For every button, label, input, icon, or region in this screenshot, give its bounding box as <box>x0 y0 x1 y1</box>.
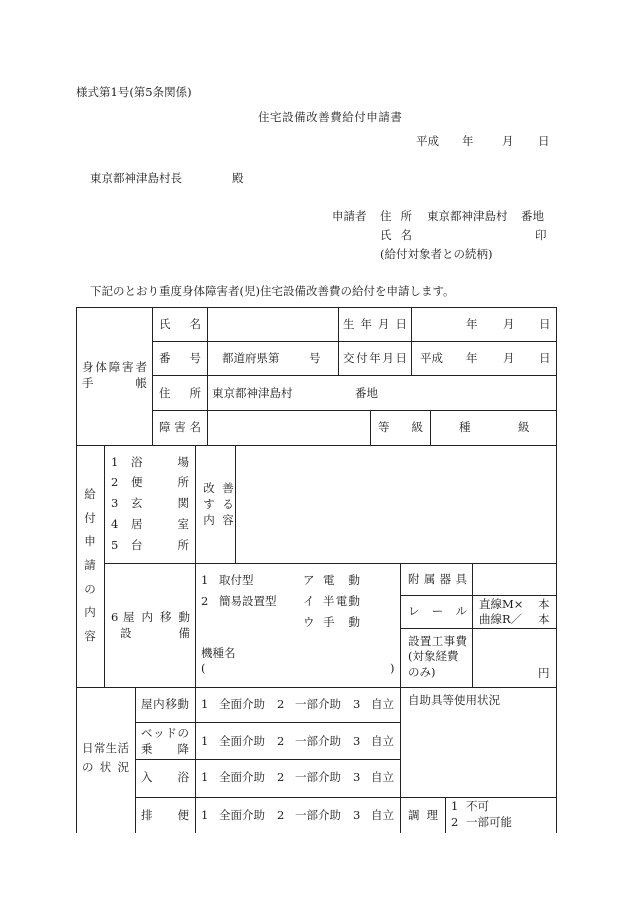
assist-option-label: 全面介助 <box>219 770 265 784</box>
glyph: 設 <box>408 634 420 648</box>
glyph: 器 <box>439 572 452 586</box>
glyph: 申 <box>84 534 96 549</box>
room-name <box>131 455 189 469</box>
assist-option-label: 自立 <box>371 734 394 748</box>
issue-month-label: 月 <box>503 351 515 365</box>
glyph: 事 <box>443 634 456 648</box>
glyph: 障 <box>159 420 171 434</box>
grade-label <box>378 420 423 434</box>
glyph: 生 <box>343 317 355 331</box>
glyph: 関 <box>177 496 189 510</box>
assist-option-number: 1 <box>201 734 209 748</box>
glyph: 名 <box>400 228 412 242</box>
glyph: 年 <box>369 351 381 365</box>
glyph: 動 <box>348 594 360 608</box>
glyph: の <box>82 760 94 774</box>
glyph: 号 <box>189 351 201 365</box>
form-number: 様式第1号(第5条関係) <box>76 85 192 99</box>
glyph: 動 <box>348 615 360 629</box>
glyph: 費 <box>455 634 467 648</box>
intro-text: 下記のとおり重度身体障害者(児)住宅設備改善費の給付を申請します。 <box>90 284 455 298</box>
glyph: 内 <box>141 610 153 624</box>
cooking-label <box>408 808 438 822</box>
drive-type-name <box>323 594 360 608</box>
glyph: 内 <box>84 605 96 620</box>
glyph: 浴 <box>177 770 189 784</box>
birth-day-label: 日 <box>539 317 551 331</box>
glyph: 状 <box>99 760 112 774</box>
glyph: 住 <box>380 209 392 223</box>
glyph: 活 <box>117 741 129 755</box>
room-number: 2 <box>111 475 119 489</box>
activity-label <box>141 697 189 711</box>
model-open-paren: ( <box>201 661 206 675</box>
room-name <box>131 496 189 510</box>
room-number: 5 <box>111 538 119 552</box>
glyph: 名 <box>189 420 201 434</box>
activity-label <box>141 726 189 740</box>
glyph: 電 <box>323 573 335 587</box>
assist-option-number: 2 <box>277 770 285 784</box>
aids-usage-label: 自助具等使用状況 <box>408 693 500 707</box>
glyph: ル <box>455 604 467 618</box>
glyph: 年 <box>360 317 372 331</box>
cooking-option-label: 不可 <box>466 799 489 813</box>
glyph: 害 <box>122 360 134 374</box>
glyph: 月 <box>382 351 394 365</box>
rail-label <box>408 604 467 618</box>
assist-option-label: 一部介助 <box>295 697 341 711</box>
glyph: 級 <box>411 420 423 434</box>
glyph: 給 <box>342 110 354 124</box>
activity-label <box>141 808 189 822</box>
glyph: 排 <box>141 808 153 822</box>
glyph: 日 <box>395 351 407 365</box>
glyph: 附 <box>408 572 420 586</box>
glyph: 手 <box>82 376 94 390</box>
glyph: 内 <box>153 697 165 711</box>
assist-option-label: 自立 <box>371 808 394 822</box>
glyph: 屋 <box>123 610 135 624</box>
glyph: 体 <box>95 360 107 374</box>
glyph: 屋 <box>141 697 153 711</box>
improvement-label <box>203 481 234 527</box>
drive-type-mark: ア <box>303 573 315 587</box>
glyph: 番 <box>159 351 171 365</box>
glyph: ド <box>165 726 177 740</box>
assist-option-number: 3 <box>353 734 361 748</box>
glyph: 移 <box>160 610 172 624</box>
glyph: 所 <box>189 386 201 400</box>
glyph: 所 <box>177 538 189 552</box>
glyph: ッ <box>153 726 165 740</box>
room-number: 1 <box>111 455 119 469</box>
glyph: レ <box>408 604 420 618</box>
cost-unit: 円 <box>538 666 550 680</box>
glyph: 備 <box>178 626 190 640</box>
glyph: 等 <box>378 420 390 434</box>
glyph: 動 <box>348 573 360 587</box>
glyph: 属 <box>423 572 436 586</box>
glyph: 台 <box>131 538 143 552</box>
glyph: 容 <box>222 513 234 527</box>
cost-label-line1 <box>408 634 467 648</box>
glyph: 況 <box>117 760 129 774</box>
glyph: 住 <box>159 386 171 400</box>
cooking-option-number: 2 <box>451 815 459 829</box>
rail-unit: 本 <box>538 597 550 611</box>
date-month-label: 月 <box>502 134 514 148</box>
install-type-name: 簡易設置型 <box>219 594 277 608</box>
glyph: 居 <box>131 517 143 531</box>
glyph: 移 <box>165 697 177 711</box>
glyph: 氏 <box>159 317 171 331</box>
addressee-honorific: 殿 <box>232 171 244 185</box>
model-close-paren: ) <box>390 661 395 675</box>
assist-option-label: 全面介助 <box>219 734 265 748</box>
glyph: ー <box>431 604 444 618</box>
glyph: の <box>177 726 189 740</box>
rail-straight: 直線M× <box>479 597 524 611</box>
applicant-name-label <box>380 228 412 242</box>
applicant-address-label <box>380 209 412 223</box>
room-number: 3 <box>111 496 119 510</box>
glyph: 場 <box>177 455 189 469</box>
glyph: 備 <box>294 110 306 124</box>
glyph: 設 <box>282 110 294 124</box>
birth-date-label <box>343 317 407 331</box>
issue-date-label <box>343 351 407 365</box>
glyph: 請 <box>378 110 390 124</box>
glyph: 改 <box>306 110 318 124</box>
activity-label <box>141 770 189 784</box>
handbook-name-label <box>159 317 201 331</box>
glyph: 乗 <box>141 742 153 756</box>
glyph: 便 <box>131 475 143 489</box>
form-title <box>258 110 402 124</box>
drive-type-name <box>323 573 360 587</box>
daily-life-label-line2 <box>82 760 129 774</box>
assist-option-number: 2 <box>277 808 285 822</box>
assist-option-label: 一部介助 <box>295 808 341 822</box>
install-type-name: 取付型 <box>219 573 254 587</box>
assist-option-number: 3 <box>353 770 361 784</box>
glyph: 設 <box>120 626 132 640</box>
glyph: 善 <box>222 481 234 495</box>
issue-day-label: 日 <box>539 351 551 365</box>
room-name <box>131 517 189 531</box>
issue-era: 平成 <box>420 351 443 365</box>
glyph: 常 <box>93 741 106 755</box>
glyph: 氏 <box>380 228 392 242</box>
date-year-label: 年 <box>462 134 474 148</box>
glyph: 日 <box>82 741 94 755</box>
glyph: 半 <box>323 594 335 608</box>
date-era: 平成 <box>416 134 439 148</box>
glyph: 具 <box>455 572 467 586</box>
assist-option-number: 1 <box>201 808 209 822</box>
glyph: 所 <box>400 209 412 223</box>
accessories-label <box>408 572 467 586</box>
daily-life-label-line1 <box>82 741 129 755</box>
glyph: 月 <box>378 317 390 331</box>
glyph: 申 <box>366 110 378 124</box>
glyph: ベ <box>141 726 153 740</box>
issue-year-label: 年 <box>466 351 478 365</box>
disability-label <box>159 420 201 434</box>
glyph: 付 <box>84 510 96 525</box>
assist-option-number: 2 <box>277 734 285 748</box>
glyph: 入 <box>141 770 153 784</box>
birth-month-label: 月 <box>503 317 515 331</box>
glyph: 玄 <box>131 496 143 510</box>
glyph: る <box>222 497 234 511</box>
glyph: 便 <box>177 808 189 822</box>
applicant-address-value: 東京都神津島村 <box>427 209 508 223</box>
assist-option-label: 一部介助 <box>295 734 341 748</box>
room-number: 4 <box>111 517 119 531</box>
glyph: 障 <box>108 360 121 374</box>
equipment-label-line1 <box>123 610 190 624</box>
glyph: 身 <box>82 360 94 374</box>
applicant-label: 申請者 <box>332 209 367 223</box>
addressee-name: 東京都神津島村長 <box>90 171 182 185</box>
handbook-address-suffix: 番地 <box>355 386 378 400</box>
glyph: 降 <box>177 742 189 756</box>
handbook-number-label <box>159 351 201 365</box>
glyph: 置 <box>419 634 432 648</box>
install-type-number: 2 <box>201 594 209 608</box>
glyph: 付 <box>356 351 368 365</box>
drive-type-mark: ウ <box>303 615 315 629</box>
assist-option-number: 3 <box>353 808 361 822</box>
glyph: 宅 <box>270 110 282 124</box>
glyph: 書 <box>390 110 402 124</box>
glyph: 名 <box>189 317 201 331</box>
room-name <box>131 538 189 552</box>
glyph: 浴 <box>131 455 143 469</box>
glyph: 容 <box>84 628 96 643</box>
handbook-number-prefix: 都道府県第 <box>222 351 280 365</box>
relation-note: (給付対象者との続柄) <box>380 247 493 261</box>
handbook-address-value: 東京都神津島村 <box>212 386 293 400</box>
glyph: 動 <box>178 610 190 624</box>
glyph: 者 <box>135 360 147 374</box>
assist-option-number: 2 <box>277 697 285 711</box>
assist-option-label: 全面介助 <box>219 808 265 822</box>
glyph: 工 <box>431 634 444 648</box>
glyph: 調 <box>408 808 420 822</box>
application-section-label <box>84 487 96 643</box>
install-type-number: 1 <box>201 573 209 587</box>
assist-option-label: 一部介助 <box>295 770 341 784</box>
handbook-label-line1 <box>82 360 147 374</box>
glyph: 動 <box>177 697 189 711</box>
glyph: す <box>203 497 215 511</box>
room-name <box>131 475 189 489</box>
assist-option-number: 1 <box>201 770 209 784</box>
glyph: 請 <box>84 557 96 572</box>
assist-option-label: 自立 <box>371 770 394 784</box>
glyph: の <box>84 581 96 596</box>
glyph: 生 <box>105 741 118 755</box>
glyph: 付 <box>354 110 366 124</box>
glyph: 日 <box>395 317 407 331</box>
glyph: 手 <box>323 615 335 629</box>
glyph: 帳 <box>135 376 147 390</box>
glyph: 害 <box>174 420 186 434</box>
assist-option-number: 1 <box>201 697 209 711</box>
drive-type-name <box>323 615 360 629</box>
grade-kind: 種 <box>459 420 471 434</box>
glyph: 改 <box>203 481 215 495</box>
glyph: 交 <box>343 351 355 365</box>
seal-mark: 印 <box>535 228 547 242</box>
glyph: 電 <box>335 594 348 608</box>
applicant-address-suffix: 番地 <box>521 209 544 223</box>
assist-option-number: 3 <box>353 697 361 711</box>
assist-option-label: 自立 <box>371 697 394 711</box>
assist-option-label: 全面介助 <box>219 697 265 711</box>
glyph: 内 <box>203 513 215 527</box>
handbook-address-label <box>159 386 201 400</box>
handbook-label-line2 <box>82 376 147 390</box>
birth-year-label: 年 <box>466 317 478 331</box>
handbook-number-suffix: 号 <box>309 351 321 365</box>
glyph: 費 <box>330 110 342 124</box>
glyph: 給 <box>84 487 96 501</box>
glyph: 所 <box>177 475 189 489</box>
glyph: 理 <box>426 808 438 822</box>
cooking-option-number: 1 <box>451 799 459 813</box>
cost-label-line2: (対象経費 <box>408 649 459 663</box>
glyph: 室 <box>177 517 189 531</box>
grade-level: 級 <box>518 420 530 434</box>
glyph: 善 <box>318 110 330 124</box>
date-day-label: 日 <box>538 134 550 148</box>
rail-unit: 本 <box>538 612 550 626</box>
cost-label-line3: のみ) <box>408 665 436 679</box>
equipment-number: 6 <box>111 610 119 624</box>
cooking-option-label: 一部可能 <box>466 815 512 829</box>
glyph: 住 <box>258 110 270 124</box>
model-label: 機種名 <box>201 646 236 660</box>
activity-label-line2 <box>141 742 189 756</box>
equipment-label-line2 <box>120 626 190 640</box>
rail-curve: 曲線R／ <box>479 612 523 626</box>
drive-type-mark: イ <box>303 594 315 608</box>
